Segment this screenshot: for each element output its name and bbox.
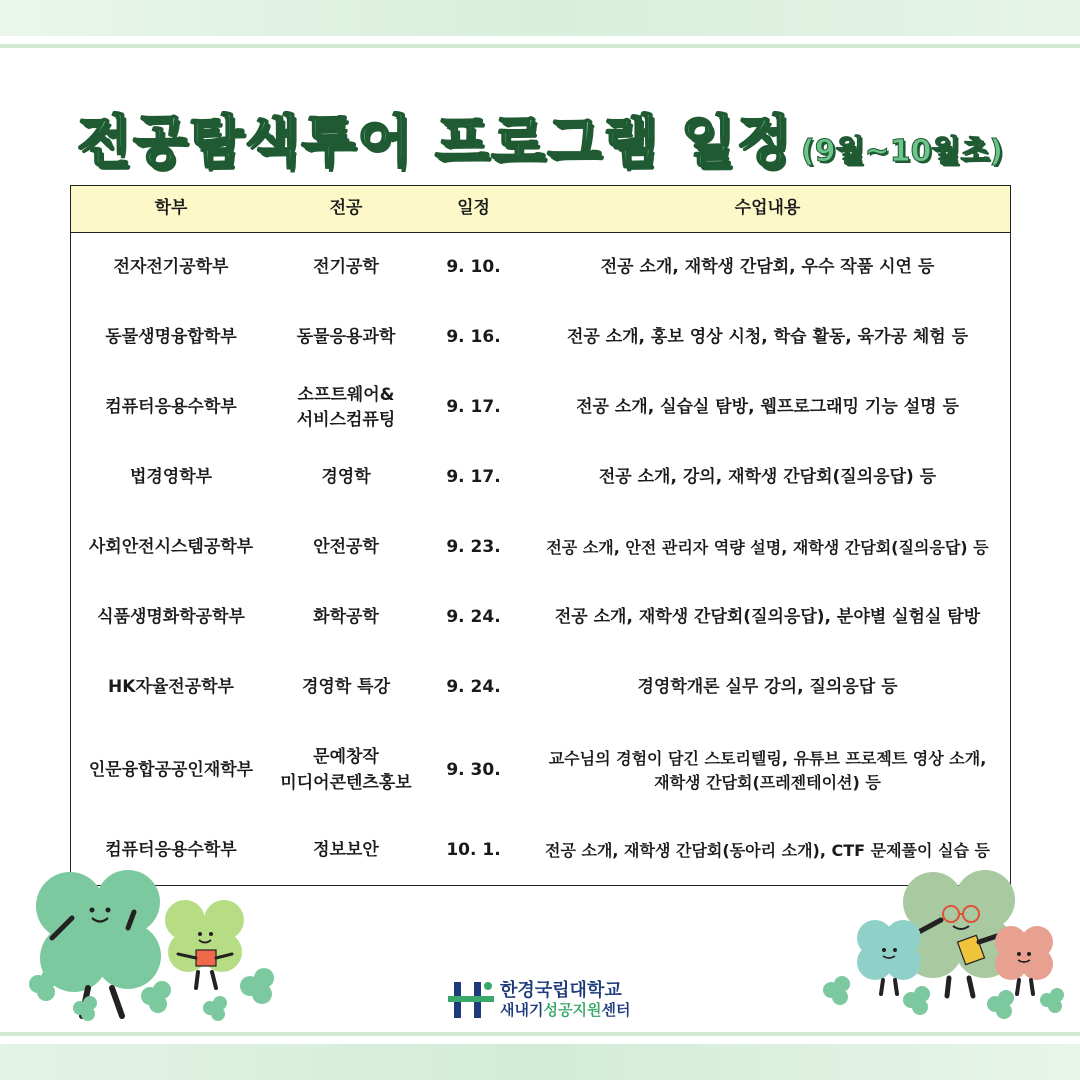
row-date: 9. 17. xyxy=(446,397,501,418)
row-date: 9. 16. xyxy=(446,327,501,348)
row-dept: 식품생명화학공학부 xyxy=(97,607,245,628)
header-dept: 학부 xyxy=(154,198,188,219)
table-row xyxy=(71,513,1010,583)
row-date: 9. 30. xyxy=(446,759,501,780)
table-row xyxy=(71,583,1010,653)
row-major: 안전공학 xyxy=(313,537,379,558)
row-major: 정보보안 xyxy=(313,840,379,861)
table-header-row xyxy=(71,186,1010,233)
row-content: 전공 소개, 홍보 영상 시청, 학습 활동, 육가공 체험 등 xyxy=(566,327,969,348)
row-content: 전공 소개, 재학생 간담회, 우수 작품 시연 등 xyxy=(600,257,935,278)
row-dept: 사회안전시스템공학부 xyxy=(88,537,254,558)
row-major: 전기공학 xyxy=(313,257,379,278)
table-row xyxy=(71,303,1010,373)
page-title xyxy=(0,98,1080,178)
row-major: 소프트웨어& 서비스컴퓨팅 xyxy=(296,384,396,430)
row-date: 9. 24. xyxy=(446,677,501,698)
row-content: 전공 소개, 재학생 간담회(질의응답), 분야별 실험실 탐방 xyxy=(554,607,981,628)
row-major: 화학공학 xyxy=(313,607,379,628)
row-content: 전공 소개, 안전 관리자 역량 설명, 재학생 간담회(질의응답) 등 xyxy=(546,538,989,557)
left-clover-characters xyxy=(10,858,300,1033)
row-date: 9. 23. xyxy=(446,537,501,558)
schedule-table xyxy=(70,185,1011,886)
row-date: 9. 10. xyxy=(446,257,501,278)
university-name: 한경국립대학교 xyxy=(500,980,622,1002)
row-dept: HK자율전공학부 xyxy=(108,677,234,698)
header-date: 일정 xyxy=(457,198,490,219)
row-content: 교수님의 경험이 담긴 스토리텔링, 유튜브 프로젝트 영상 소개, 재학생 간담회(프레젠테이션) 등 xyxy=(548,748,987,792)
center-name-prefix: 새내기 xyxy=(500,1000,544,1019)
row-major: 경영학 특강 xyxy=(301,677,391,698)
table-row xyxy=(71,443,1010,513)
teal-clover-character xyxy=(857,920,921,994)
row-dept: 컴퓨터응용수학부 xyxy=(105,840,237,861)
pink-clover-character xyxy=(995,926,1053,994)
bottom-decor-line xyxy=(0,1032,1080,1036)
row-dept: 동물생명융합학부 xyxy=(105,327,237,348)
row-dept: 법경영학부 xyxy=(129,467,213,488)
row-content: 전공 소개, 실습실 탐방, 웹프로그래밍 기능 설명 등 xyxy=(576,397,959,418)
row-major: 경영학 xyxy=(321,467,371,488)
right-clover-characters xyxy=(815,860,1070,1030)
row-date: 9. 24. xyxy=(446,607,501,628)
row-major: 문예창작 미디어콘텐츠홍보 xyxy=(280,747,412,793)
header-content: 수업내용 xyxy=(734,198,801,219)
small-clover-character xyxy=(165,900,244,988)
row-date: 10. 1. xyxy=(446,840,501,861)
row-content: 경영학개론 실무 강의, 질의응답 등 xyxy=(637,677,898,698)
row-date: 9. 17. xyxy=(446,467,501,488)
top-decor-band xyxy=(0,0,1080,36)
row-dept: 컴퓨터응용수학부 xyxy=(105,397,237,418)
bottom-decor-band xyxy=(0,1044,1080,1080)
small-clover-leaves xyxy=(823,976,1064,1019)
center-name-accent: 성공지원 xyxy=(543,1000,602,1019)
row-content: 전공 소개, 재학생 간담회(동아리 소개), CTF 문제풀이 실습 등 xyxy=(545,841,990,860)
center-name-suffix: 센터 xyxy=(601,1000,631,1019)
row-major: 동물응용과학 xyxy=(296,327,396,348)
row-dept: 전자전기공학부 xyxy=(113,257,229,278)
table-row xyxy=(71,653,1010,723)
title-main: 전공탐색투어 프로그램 일정 xyxy=(76,110,794,175)
title-sub: (9월~10월초) xyxy=(801,134,1004,169)
row-dept: 인문융합공공인재학부 xyxy=(88,759,254,780)
table-row xyxy=(71,233,1010,303)
top-decor-line xyxy=(0,44,1080,48)
header-major: 전공 xyxy=(329,198,363,219)
university-emblem-icon xyxy=(448,978,494,1022)
university-logo xyxy=(448,978,630,1022)
center-name xyxy=(500,1002,630,1019)
table-row xyxy=(71,723,1010,818)
row-content: 전공 소개, 강의, 재학생 간담회(질의응답) 등 xyxy=(598,467,937,488)
table-row xyxy=(71,373,1010,443)
